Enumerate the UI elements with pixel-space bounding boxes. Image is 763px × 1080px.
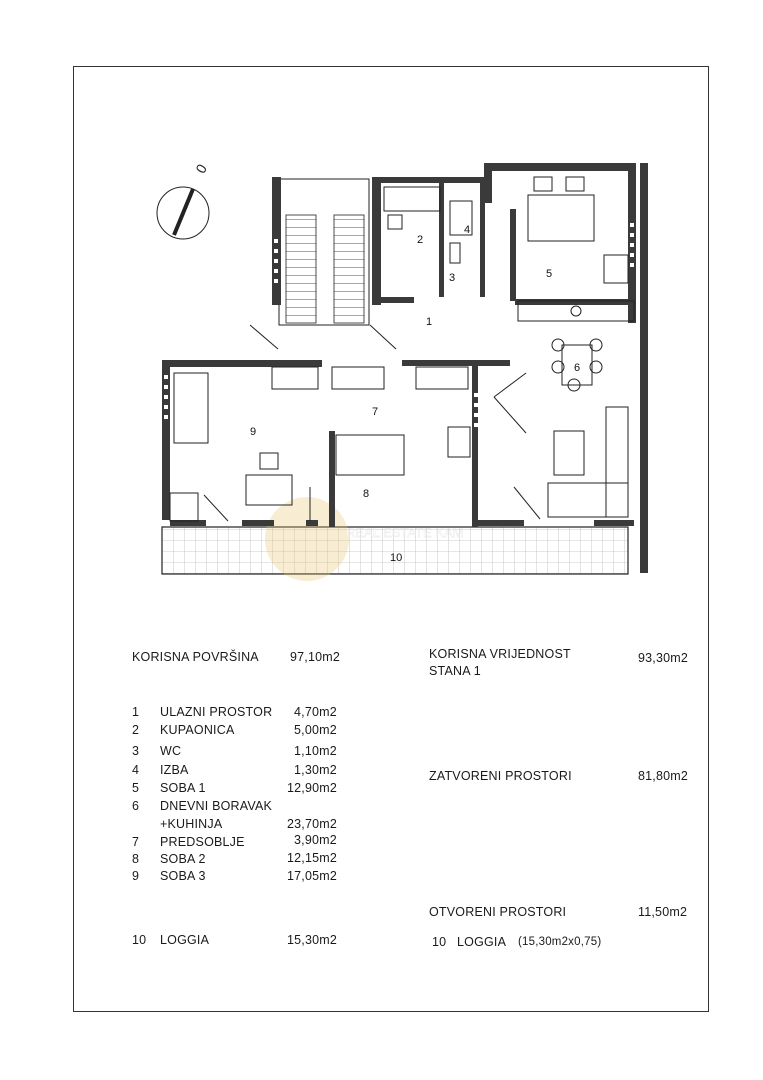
- row-area: 15,30m2: [287, 933, 338, 947]
- value-label-line2: STANA 1: [429, 664, 481, 678]
- open-value: 11,50m2: [638, 905, 688, 919]
- room-label-7: 7: [372, 406, 379, 418]
- closed-value: 81,80m2: [638, 769, 689, 783]
- row-num: 2: [132, 723, 140, 737]
- row-num: 9: [132, 869, 140, 883]
- closed-label: ZATVORENI PROSTORI: [429, 769, 572, 783]
- open-label: OTVORENI PROSTORI: [429, 905, 567, 919]
- drawing-frame: [73, 66, 709, 1012]
- stair-treads-right: [334, 215, 364, 323]
- row-name: KUPAONICA: [160, 723, 235, 737]
- stair-treads-left: [286, 215, 316, 323]
- value-amount: 93,30m2: [638, 651, 689, 665]
- row-area: 5,00m2: [294, 723, 337, 737]
- total-area-value: 97,10m2: [290, 650, 341, 664]
- row-num: 7: [132, 835, 140, 849]
- row-name: LOGGIA: [160, 933, 210, 947]
- row-area: 4,70m2: [294, 705, 337, 719]
- row-area: 12,15m2: [287, 851, 338, 865]
- row-area: 23,70m2: [287, 817, 338, 831]
- north-arrow-icon: [157, 161, 210, 239]
- room-label-9: 9: [250, 426, 257, 438]
- room-label-6: 6: [574, 362, 581, 374]
- loggia-formula: (15,30m2x0,75): [518, 936, 602, 948]
- total-area-label: KORISNA POVRŠINA: [132, 650, 259, 664]
- room-label-3: 3: [449, 272, 456, 284]
- floor-plan: [74, 67, 710, 627]
- row-num: 4: [132, 763, 140, 777]
- room-label-2: 2: [417, 234, 424, 246]
- row-num: 6: [132, 799, 140, 813]
- row-area: 17,05m2: [287, 869, 338, 883]
- furniture: [170, 177, 634, 521]
- loggia-num: 10: [432, 935, 447, 949]
- row-num: 1: [132, 705, 140, 719]
- loggia-name: LOGGIA: [457, 935, 507, 949]
- room-label-10: 10: [390, 552, 403, 564]
- room-label-4: 4: [464, 224, 471, 236]
- row-name: SOBA 2: [160, 852, 206, 866]
- row-name: PREDSOBLJE: [160, 835, 245, 849]
- row-name-line2: +KUHINJA: [160, 817, 223, 831]
- row-name: SOBA 1: [160, 781, 206, 795]
- row-name: WC: [160, 744, 182, 758]
- wall-windows: [164, 223, 634, 427]
- row-area: 12,90m2: [287, 781, 338, 795]
- value-label-line1: KORISNA VRIJEDNOST: [429, 647, 571, 661]
- row-name: SOBA 3: [160, 869, 206, 883]
- row-num: 8: [132, 852, 140, 866]
- row-area: 1,10m2: [294, 744, 337, 758]
- watermark-text: REAL ESTATE KAM: [346, 525, 464, 540]
- room-label-5: 5: [546, 268, 553, 280]
- row-area: 1,30m2: [294, 763, 337, 777]
- north-label: 0: [192, 161, 210, 176]
- row-name: IZBA: [160, 763, 189, 777]
- row-num: 5: [132, 781, 140, 795]
- room-label-1: 1: [426, 316, 433, 328]
- row-num: 10: [132, 933, 147, 947]
- row-name: ULAZNI PROSTOR: [160, 705, 273, 719]
- row-num: 3: [132, 744, 140, 758]
- row-area: 3,90m2: [294, 833, 337, 847]
- room-label-8: 8: [363, 488, 370, 500]
- row-name: DNEVNI BORAVAK: [160, 799, 273, 813]
